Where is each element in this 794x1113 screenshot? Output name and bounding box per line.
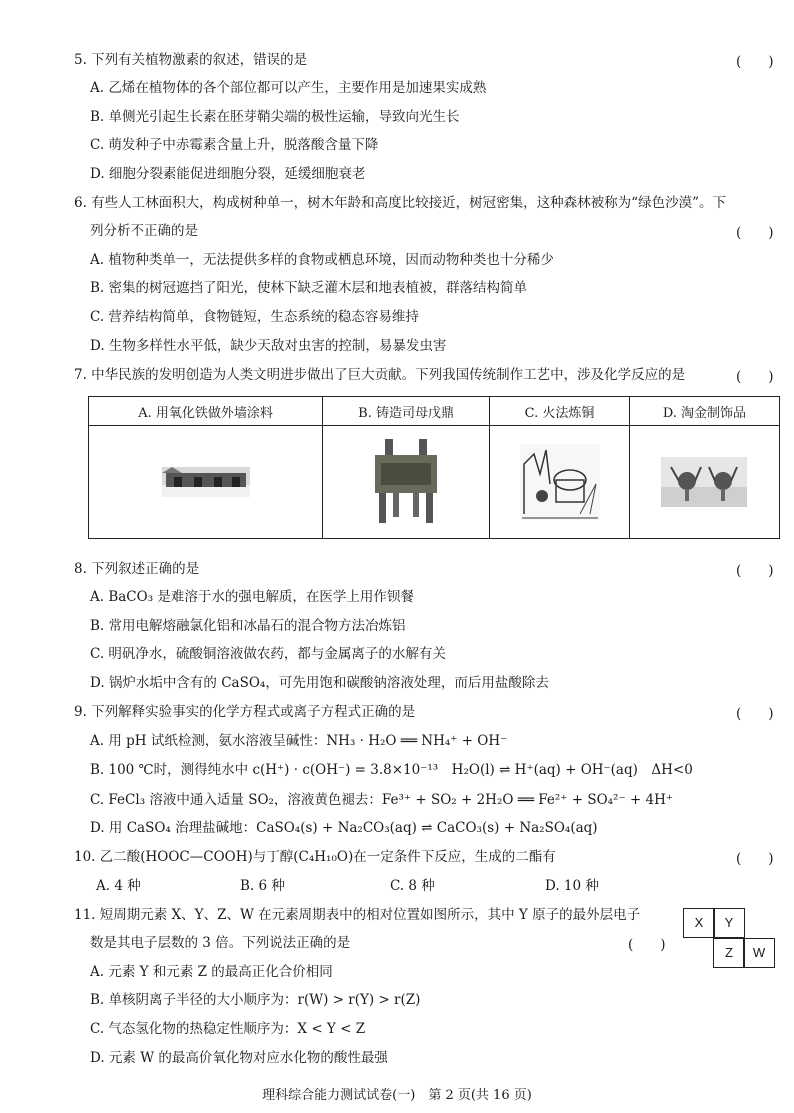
q6-stem-line2: 列分析不正确的是 (90, 223, 198, 239)
q9-option-b: B. 100 ℃时，测得纯水中 c(H⁺) · c(OH⁻) = 3.8×10⁻¹³ H₂O(l) ⇌ H⁺(aq) + OH⁻(aq) ΔH<0 (90, 762, 693, 778)
q8-stem: 8. 下列叙述正确的是 (74, 561, 200, 577)
q10-answer-paren: ( ) (736, 851, 774, 867)
q8-option-b: B. 常用电解熔融氯化铝和冰晶石的混合物方法冶炼铝 (90, 618, 406, 634)
gold-ornament-photo (661, 457, 747, 507)
q7-photo-c-cell (490, 426, 630, 539)
q7-option-a: A. 用氧化铁做外墙涂料 (89, 397, 323, 426)
q11-option-a: A. 元素 Y 和元素 Z 的最高正化合价相同 (90, 964, 333, 980)
q6-option-c: C. 营养结构简单，食物链短，生态系统的稳态容易维持 (90, 309, 419, 325)
q9-option-a: A. 用 pH 试纸检测，氨水溶液呈碱性：NH₃ · H₂O ══ NH₄⁺ + OH⁻ (90, 733, 508, 749)
q6-answer-paren: ( ) (736, 225, 774, 241)
q7-answer-paren: ( ) (736, 369, 774, 385)
cell-w: W (743, 938, 775, 968)
q5-answer-paren: ( ) (736, 54, 774, 70)
q6-option-d: D. 生物多样性水平低，缺少天敌对虫害的控制，易暴发虫害 (90, 338, 447, 354)
q6-stem-line1: 6. 有些人工林面积大，构成树种单一，树木年龄和高度比较接近，树冠密集，这种森林被称为“绿色沙漠”。下 (74, 195, 726, 211)
q11-stem-line2: 数是其电子层数的 3 倍。下列说法正确的是 (90, 935, 351, 951)
q8-option-c: C. 明矾净水，硫酸铜溶液做农药，都与金属离子的水解有关 (90, 646, 446, 662)
cell-y: Y (713, 908, 745, 938)
cell-z: Z (713, 938, 745, 968)
q7-photo-a-cell (89, 426, 323, 539)
copper-smelting-illustration (520, 444, 600, 520)
q8-option-d: D. 锅炉水垢中含有的 CaSO₄，可先用饱和碳酸钠溶液处理，而后用盐酸除去 (90, 675, 549, 691)
q9-option-c: C. FeCl₃ 溶液中通入适量 SO₂，溶液黄色褪去：Fe³⁺ + SO₂ + 2H₂O ══ Fe²⁺ + SO₄²⁻ + 4H⁺ (90, 792, 673, 808)
q7-options-table (88, 396, 780, 539)
q5-option-b: B. 单侧光引起生长素在胚芽鞘尖端的极性运输，导致向光生长 (90, 109, 460, 125)
q11-option-b: B. 单核阴离子半径的大小顺序为：r(W) > r(Y) > r(Z) (90, 992, 421, 1008)
q5-stem: 5. 下列有关植物激素的叙述，错误的是 (74, 52, 308, 68)
q10-option-a: A. 4 种 (96, 878, 141, 894)
ding-vessel-photo (371, 439, 441, 525)
q8-answer-paren: ( ) (736, 563, 774, 579)
wall-photo (162, 467, 250, 497)
q8-option-a: A. BaCO₃ 是难溶于水的强电解质，在医学上用作钡餐 (90, 589, 414, 605)
q7-stem: 7. 中华民族的发明创造为人类文明进步做出了巨大贡献。下列我国传统制作工艺中，涉及化学反应的是 (74, 367, 686, 383)
cell-x: X (683, 908, 715, 938)
q5-option-d: D. 细胞分裂素能促进细胞分裂，延缓细胞衰老 (90, 166, 366, 182)
q7-option-b: B. 铸造司母戊鼎 (323, 397, 490, 426)
q11-stem-line1: 11. 短周期元素 X、Y、Z、W 在元素周期表中的相对位置如图所示，其中 Y 原子的最外层电子 (74, 907, 641, 923)
q7-option-c: C. 火法炼铜 (490, 397, 630, 426)
q7-option-d: D. 淘金制饰品 (629, 397, 779, 426)
q6-option-b: B. 密集的树冠遮挡了阳光，使林下缺乏灌木层和地表植被，群落结构简单 (90, 280, 528, 296)
q10-stem: 10. 乙二酸(HOOC—COOH)与丁醇(C₄H₁₀O)在一定条件下反应，生成的二酯有 (74, 849, 556, 865)
q5-option-a: A. 乙烯在植物体的各个部位都可以产生，主要作用是加速果实成熟 (90, 80, 487, 96)
q10-option-d: D. 10 种 (545, 878, 599, 894)
q10-option-b: B. 6 种 (240, 878, 285, 894)
q9-option-d: D. 用 CaSO₄ 治理盐碱地：CaSO₄(s) + Na₂CO₃(aq) ⇌ CaCO₃(s) + Na₂SO₄(aq) (90, 820, 598, 836)
q5-option-c: C. 萌发种子中赤霉素含量上升，脱落酸含量下降 (90, 137, 379, 153)
q7-photo-d-cell (629, 426, 779, 539)
q11-option-c: C. 气态氢化物的热稳定性顺序为：X < Y < Z (90, 1021, 366, 1037)
q11-answer-paren: ( ) (628, 937, 666, 953)
page-footer: 理科综合能力测试试卷(一) 第 2 页(共 16 页) (262, 1088, 532, 1103)
q6-option-a: A. 植物种类单一，无法提供多样的食物或栖息环境，因而动物种类也十分稀少 (90, 252, 554, 268)
q10-option-c: C. 8 种 (390, 878, 435, 894)
q9-stem: 9. 下列解释实验事实的化学方程式或离子方程式正确的是 (74, 704, 416, 720)
q7-photo-b-cell (323, 426, 490, 539)
q9-answer-paren: ( ) (736, 706, 774, 722)
q11-option-d: D. 元素 W 的最高价氧化物对应水化物的酸性最强 (90, 1050, 388, 1066)
